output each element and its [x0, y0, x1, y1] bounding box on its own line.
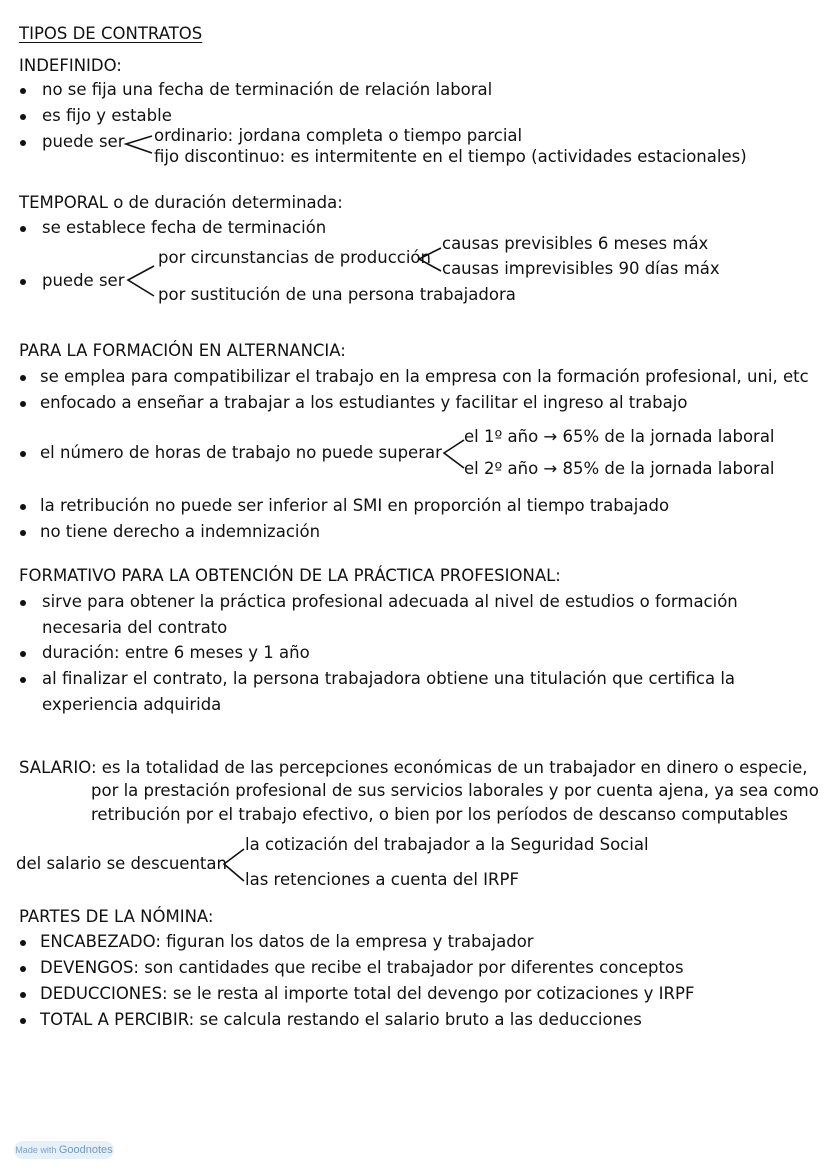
- bullet: [20, 451, 26, 457]
- formacion-heading: PARA LA FORMACIÓN EN ALTERNANCIA:: [19, 341, 346, 360]
- formativo-item: sirve para obtener la práctica profesional adecuada al nivel de estudios o formación: [42, 592, 738, 611]
- formacion-item: no tiene derecho a indemnización: [40, 522, 321, 541]
- bullet: [20, 279, 26, 285]
- bullet: [20, 992, 26, 998]
- bracket-icon: [442, 438, 466, 472]
- bullet: [20, 600, 26, 606]
- bullet: [20, 1018, 26, 1024]
- temporal-branch: por circunstancias de producción: [158, 248, 431, 267]
- bullet: [20, 140, 26, 146]
- bullet: [20, 504, 26, 510]
- indefinido-branch: ordinario: jordana completa o tiempo parcial: [154, 126, 523, 145]
- indefinido-item: puede ser: [42, 132, 125, 151]
- badge-brand: Goodnotes: [58, 1144, 113, 1156]
- nomina-item: TOTAL A PERCIBIR: se calcula restando el salario bruto a las deducciones: [40, 1010, 642, 1029]
- salario-definition: retribución por el trabajo efectivo, o bien por los períodos de descanso computables: [91, 805, 788, 824]
- temporal-item: puede ser: [42, 271, 125, 290]
- bullet: [20, 651, 26, 657]
- temporal-sub-branch: causas imprevisibles 90 días máx: [442, 259, 720, 278]
- formativo-item: al finalizar el contrato, la persona trabajadora obtiene una titulación que certifica la: [42, 669, 736, 688]
- descuentos-label: del salario se descuentan: [16, 854, 227, 873]
- bullet: [20, 88, 26, 94]
- indefinido-item: es fijo y estable: [42, 106, 172, 125]
- bullet: [20, 530, 26, 536]
- indefinido-heading: INDEFINIDO:: [19, 56, 122, 75]
- formacion-branch: el 2º año → 85% de la jornada laboral: [464, 459, 775, 478]
- bullet: [20, 114, 26, 120]
- bullet: [20, 401, 26, 407]
- temporal-item: se establece fecha de terminación: [42, 218, 327, 237]
- temporal-branch: por sustitución de una persona trabajadora: [158, 285, 516, 304]
- nomina-heading: PARTES DE LA NÓMINA:: [19, 907, 214, 926]
- formativo-heading: FORMATIVO PARA LA OBTENCIÓN DE LA PRÁCTICA PROFESIONAL:: [19, 566, 561, 585]
- temporal-heading: TEMPORAL o de duración determinada:: [19, 193, 343, 212]
- bracket-icon: [417, 246, 443, 278]
- formativo-item-continuation: necesaria del contrato: [42, 618, 228, 637]
- formacion-item: el número de horas de trabajo no puede superar: [40, 443, 442, 462]
- temporal-sub-branch: causas previsibles 6 meses máx: [442, 234, 709, 253]
- formativo-item: duración: entre 6 meses y 1 año: [42, 643, 310, 662]
- descuento-item: la cotización del trabajador a la Seguridad Social: [245, 835, 649, 854]
- descuento-item: las retenciones a cuenta del IRPF: [245, 870, 519, 889]
- formacion-item: enfocado a enseñar a trabajar a los estudiantes y facilitar el ingreso al trabajo: [40, 393, 688, 412]
- bracket-icon: [126, 262, 156, 302]
- bullet: [20, 940, 26, 946]
- bracket-icon: [124, 130, 154, 160]
- bracket-icon: [222, 847, 246, 887]
- bullet: [20, 677, 26, 683]
- formacion-item: la retribución no puede ser inferior al SMI en proporción al tiempo trabajado: [40, 496, 670, 515]
- nomina-item: DEVENGOS: son cantidades que recibe el trabajador por diferentes conceptos: [40, 958, 684, 977]
- bullet: [20, 226, 26, 232]
- nomina-item: DEDUCCIONES: se le resta al importe total del devengo por cotizaciones y IRPF: [40, 984, 695, 1003]
- formacion-item: se emplea para compatibilizar el trabajo en la empresa con la formación profesional, uni, etc: [40, 367, 809, 386]
- page-title: TIPOS DE CONTRATOS: [19, 24, 203, 43]
- bullet: [20, 966, 26, 972]
- salario-definition: por la prestación profesional de sus servicios laborales y por cuenta ajena, ya sea como: [91, 781, 819, 800]
- badge-prefix: Made with: [15, 1145, 57, 1155]
- formativo-item-continuation: experiencia adquirida: [42, 695, 222, 714]
- indefinido-branch: fijo discontinuo: es intermitente en el tiempo (actividades estacionales): [154, 147, 747, 166]
- salario-definition: SALARIO: es la totalidad de las percepciones económicas de un trabajador en dinero o especie,: [19, 758, 808, 777]
- nomina-item: ENCABEZADO: figuran los datos de la empresa y trabajador: [40, 932, 534, 951]
- formacion-branch: el 1º año → 65% de la jornada laboral: [464, 427, 775, 446]
- goodnotes-badge: [14, 1141, 114, 1159]
- bullet: [20, 375, 26, 381]
- indefinido-item: no se fija una fecha de terminación de relación laboral: [42, 80, 493, 99]
